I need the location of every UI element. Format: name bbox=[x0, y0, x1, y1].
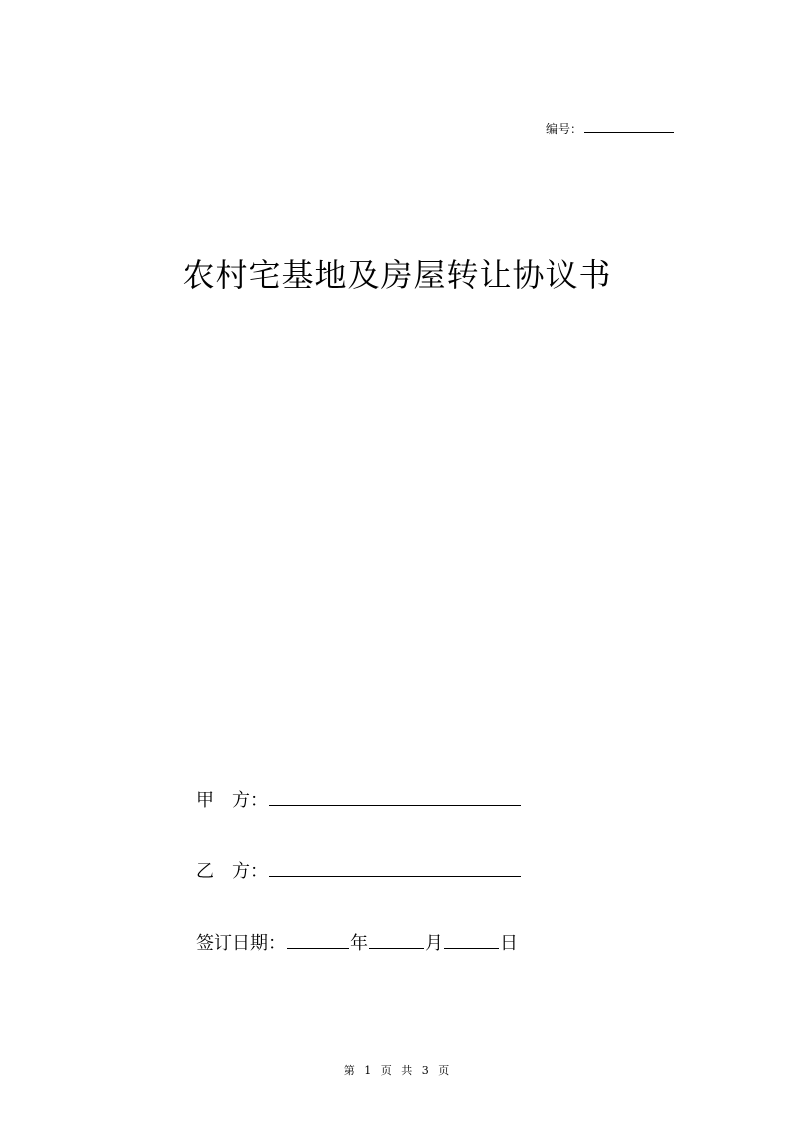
document-number bbox=[546, 120, 674, 137]
month-label: 月 bbox=[425, 933, 443, 954]
party-a-row bbox=[196, 786, 522, 812]
footer-page-suffix: 页 bbox=[438, 1064, 451, 1077]
sign-date-label: 签订日期： bbox=[196, 933, 286, 954]
footer-total-prefix: 共 bbox=[401, 1064, 414, 1077]
sign-date-row bbox=[196, 929, 518, 955]
year-label: 年 bbox=[350, 933, 368, 954]
party-a-colon: ： bbox=[250, 790, 268, 811]
party-b-label-char2: 方 bbox=[232, 861, 250, 882]
page-footer bbox=[0, 1062, 794, 1078]
party-a-label-char2: 方 bbox=[232, 790, 250, 811]
document-number-blank[interactable] bbox=[584, 120, 674, 133]
party-b-colon: ： bbox=[250, 861, 268, 882]
party-a-label-char1: 甲 bbox=[196, 790, 214, 811]
document-title: 农村宅基地及房屋转让协议书 bbox=[182, 256, 612, 294]
document-number-label: 编号： bbox=[546, 122, 583, 136]
sign-month-blank[interactable] bbox=[369, 930, 424, 949]
sign-day-blank[interactable] bbox=[444, 930, 499, 949]
party-b-row bbox=[196, 857, 522, 883]
party-a-blank[interactable] bbox=[269, 787, 521, 806]
day-label: 日 bbox=[500, 933, 518, 954]
footer-page-current: 1 bbox=[364, 1064, 373, 1077]
party-b-blank[interactable] bbox=[269, 858, 521, 877]
footer-page-mid: 页 bbox=[380, 1064, 393, 1077]
sign-year-blank[interactable] bbox=[287, 930, 349, 949]
party-b-label-char1: 乙 bbox=[196, 861, 214, 882]
footer-page-total: 3 bbox=[421, 1064, 430, 1077]
footer-page-prefix: 第 bbox=[343, 1064, 356, 1077]
